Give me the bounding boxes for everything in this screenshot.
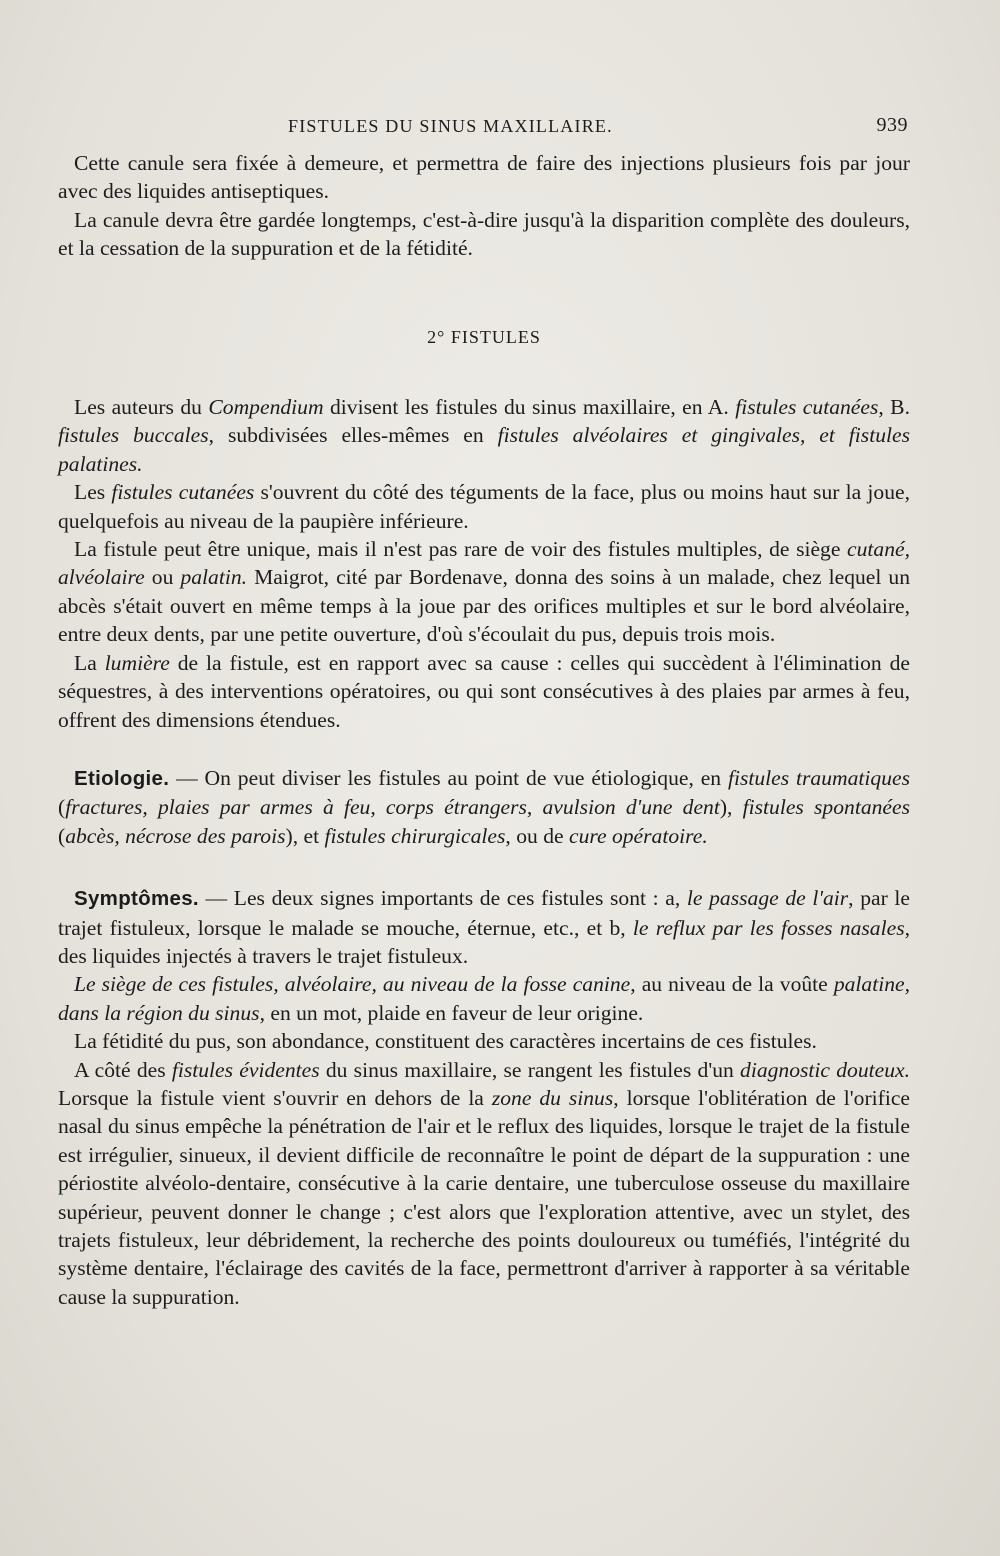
heading-symptomes: Symptômes. [74, 887, 199, 911]
paragraph-lumiere: La lumière de la fistule, est en rapport avec sa cause : celles qui succèdent à l'élimination de séquestres, à des interventions opératoires, ou qui sont consécutives à des plaies par armes à feu, offrent des dimensions étendues. [58, 650, 910, 732]
heading-etiologie: Etiologie. [74, 766, 170, 790]
page-number: 939 [876, 114, 908, 136]
paragraph-fistules-cutanees: Les fistules cutanées s'ouvrent du côté des téguments de la face, plus ou moins haut sur la joue, quelquefois au niveau de la paupière inférieure. [58, 480, 910, 533]
section-heading-fistules: 2° FISTULES [427, 326, 541, 347]
body-text [58, 149, 910, 1311]
paragraph-siege: Le siège de ces fistules, alvéolaire, au niveau de la fosse canine, au niveau de la voûte palatine, dans la région du sinus, en un mot, plaide en faveur de leur origine. [58, 972, 910, 1025]
paragraph-fetidite: La fétidité du pus, son abondance, constituent des caractères incertains de ces fistules. [74, 1029, 817, 1054]
paragraph-symptomes: Symptômes. — Les deux signes importants de ces fistules sont : a, le passage de l'air, par le trajet fistuleux, lorsque le malade se mouche, éternue, etc., et b, le reflux par les fosses nasales, des liquides injectés à travers le trajet fistuleux. [58, 886, 910, 968]
paragraph-canule-gardee: La canule devra être gardée longtemps, c'est-à-dire jusqu'à la disparition complète des douleurs, et la cessation de la suppuration et de la fétidité. [58, 207, 910, 261]
paragraph-canule-fixee: Cette canule sera fixée à demeure, et permettra de faire des injections plusieurs fois par jour avec des liquides antiseptiques. [58, 151, 910, 204]
paragraph-fistule-unique: La fistule peut être unique, mais il n'est pas rare de voir des fistules multiples, de siège cutané, alvéolaire ou palatin. Maigrot, cité par Bordenave, donna des soins à un malade, chez lequel un abcès s'était ouvert en même temps à la joue par des orifices multiples et sur le bord alvéolaire, entre deux dents, par une petite ouverture, d'où s'écoulait du pus, depuis trois mois. [58, 537, 911, 647]
paragraph-diagnostic: A côté des fistules évidentes du sinus maxillaire, se rangent les fistules d'un diagnostic douteux. Lorsque la fistule vient s'ouvrir en dehors de la zone du sinus, lorsque l'oblitération de l'orifice nasal du sinus empêche la pénétration de l'air et le reflux des liquides, lorsque le trajet de la fistule est irrégulier, sinueux, il devient difficile de reconnaître le point de départ de la suppuration : une périostite alvéolo-dentaire, consécutive à la carie dentaire, une tuberculose osseuse du maxillaire supérieur, peuvent donner le change ; c'est alors que l'exploration attentive, avec un stylet, des trajets fistuleux, leur débridement, la recherche des points douloureux ou tuméfiés, l'intégrité du système dentaire, l'éclairage des cavités de la face, permettront d'arriver à rapporter à sa véritable cause la suppuration. [58, 1057, 911, 1309]
paragraph-classification: Les auteurs du Compendium divisent les fistules du sinus maxillaire, en A. fistules cutanées, B. fistules buccales, subdivisées elles-mêmes en fistules alvéolaires et gingivales, et fistules palatines. [58, 395, 910, 476]
paragraph-etiologie: Etiologie. — On peut diviser les fistules au point de vue étiologique, en fistules traumatiques (fractures, plaies par armes à feu, corps étrangers, avulsion d'une dent), fistules spontanées (abcès, nécrose des parois), et fistules chirurgicales, ou de cure opératoire. [58, 765, 910, 848]
running-title: FISTULES DU SINUS MAXILLAIRE. [288, 116, 613, 136]
